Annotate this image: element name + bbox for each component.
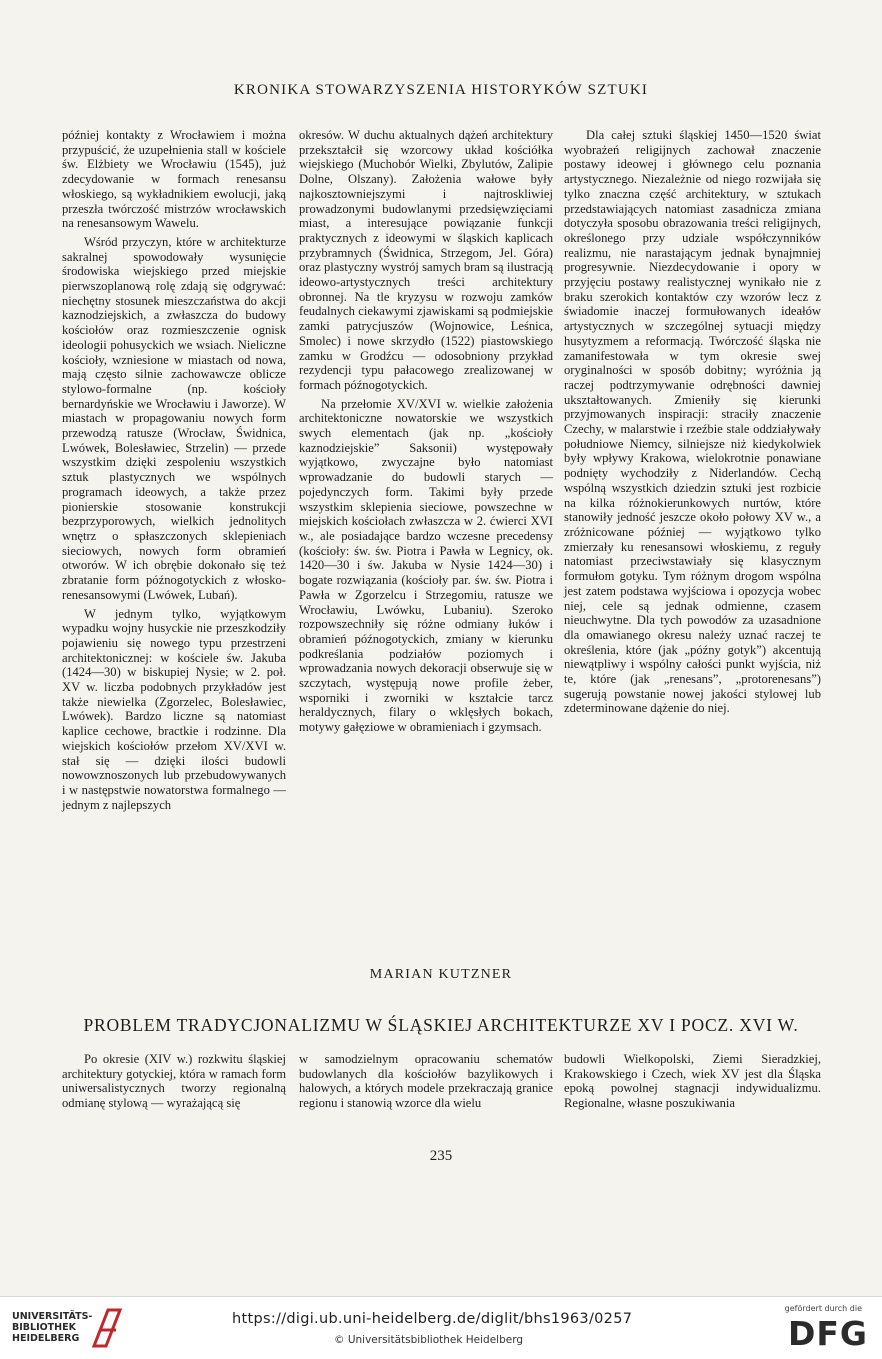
paragraph: później kontakty z Wrocławiem i można przypuścić, że uzupełnienia stall w kościele św. Elżbiety we Wrocławiu (1545), już zdecydowanie w formach renesansu włoskiego, są wykładnikiem ewolucji, jaką przeszła twórczość mistrzów wrocławskich na renesansowym Wawelu. [62, 128, 286, 231]
sponsor-label: gefördert durch die [784, 1304, 862, 1313]
library-logo-text: UNIVERSITÄTS- BIBLIOTHEK HEIDELBERG [12, 1311, 93, 1344]
paragraph: Po okresie (XIV w.) rozkwitu śląskiej architektury gotyckiej, która w ramach form uniwersalistycznych tworzy regionalną odmianę stylową — wyrażającą się [62, 1052, 286, 1111]
paragraph: Dla całej sztuki śląskiej 1450—1520 świat wyobrażeń religijnych zachował znaczenie postawy ideowej i głównego celu poznania artystycznego. Niezależnie od niego rozwijała się tylko znaczna część architektury, w sztukach przedstawiających natomiast zasadnicza zmiana dotyczyła sposobu obrazowania treści religijnych, określonego przy udziale współczynników realizmu, nie narastającym jednak bynajmniej progresywnie. Niezdecydowanie i opory w przyjęciu postawy realistycznej wynikało nie z braku szerokich kontaktów czy wzorów lecz z świadomie inaczej formułowanych ideałów artystycznych w szczególnej sytuacji między husytyzmem a reformacją. Twórczość śląska nie zamanifestowała w tym okresie swej oryginalności w sposób dobitny; wyróżnia ją raczej podtrzymywanie odrębności dawniej ukształtowanych. Zmieniły się kierunki przyjmowanych inspiracji: straciły znaczenie Czechy, w malarstwie i rzeźbie stale oddziaływały południowe Niemcy, silniejsze niż kiedykolwiek były wpływy Krakowa, wielokrotnie ponawiane podnięty wychodziły z Niderlandów. Cechą wspólną wszystkich dziedzin sztuki jest rozbicie na kilka różnokierunkowych nurtów, które stanowiły jedność jeszcze około połowy XV w., a zróżnicowane później — wyjątkowo tylko zmierzały ku renesansowi włoskiemu, z reguły natomiast przeciwstawiały się klasycznym formułom gotyku. Tym różnym drogom wspólna jest zatem podstawa wyjściowa i opozycja wobec niej, cele są jednak odmienne, czasem nieuchwytne. Dla tych powodów za uzasadnione dla omawianego okresu należy uznać raczej te określenia, które (jak „późny gotyk”) akcentują niewątpliwy i wspólny całości punkt wyjścia, niż te, które (jak „renesans”, „protorenesans”) sugerują powstanie nowej jakości stylowej lub zdeterminowane dążenie do niej. [564, 128, 821, 716]
page-number: 235 [429, 1148, 453, 1164]
article-title: PROBLEM TRADYCJONALIZMU W ŚLĄSKIEJ ARCHITEKTURZE XV I POCZ. XVI W. [83, 1015, 799, 1035]
paragraph: Wśród przyczyn, które w architekturze sakralnej spowodowały wysunięcie środowiska wiejskiego przed miejskie pierwszoplanową rolę zdają się odgrywać: niechętny stosunek mieszczaństwa do akcji kaznodziejskich, a zwłaszcza do budowy kościołów oraz rozmieszczenie ognisk ideologii pohusyckich we wsiach. Nieliczne kościoły, wzniesione w miastach od nowa, mają często silnie zachowawcze oblicze stylowo-formalne (np. kościoły bernardyńskie we Wrocławiu i Jaworze). W miastach w propagowaniu nowych form przewodzą ratusze (Wrocław, Świdnica, Lwówek, Bolesławiec, Strzelin) — przede wszystkim dzięki zespoleniu wszystkich sztuk plastycznych we wspólnych programach ideowych, a także przez pionierskie stosowanie konstrukcji bezprzyporowych, wielkich jednolitych wnętrz o spłaszczonych sklepieniach sieciowych, nowych form obramień otworów. W ich obrębie dokonało się też zbratanie form późnogotyckich z włosko-renesansowymi (Lwówek, Lubań). [62, 234, 286, 602]
paragraph: Na przełomie XV/XVI w. wielkie założenia architektoniczne nowatorskie we wszystkich swych elementach (jak np. „kościoły kaznodziejskie” Saksonii) występowały wyjątkowo, zwyczajne było natomiast wprowadzanie do budowli starych — pojedynczych form. Takimi były przede wszystkim sklepienia sieciowe, powszechne w miejskich kościołach zwłaszcza w 2. ćwierci XVI w., ale posiadające bardzo wczesne precedensy (kościoły: św. św. Piotra i Pawła w Legnicy, ok. 1420—30 i św. Jakuba w Nysie 1424—30) i bogate rozwiązania (kościoły par. św. św. Piotra i Pawła w Zgorzelcu i Strzegomiu, ratusze we Wrocławiu, Lwówku, Lubaniu). Szeroko rozpowszechniły się różne odmiany łuków i obramień późnogotyckich, zmiany w kierunku podkreślania podziałów poziomych i wprowadzania nowych dekoracji obserwuje się w szczytach, występują nowe profile żeber, wsporniki i zworniki w kształcie tarcz heraldycznych, filary o wklęsłych bokach, motywy gałęziowe w obramieniach i gzymsach. [299, 396, 553, 735]
paragraph: w samodzielnym opracowaniu schematów budowlanych dla kościołów bazylikowych i halowych, a których modele przekraczają granice regionu i stanowią wzorce dla wielu [299, 1052, 553, 1111]
paragraph: W jednym tylko, wyjątkowym wypadku wojny husyckie nie przeszkodziły pojawieniu się nowego typu przestrzeni architektonicznej: w kościele św. Jakuba (1424—30) w biskupiej Nysie; w 2. poł. XV w. liczba podobnych przykładów jest także niewielka (Zgorzelec, Bolesławiec, Lwówek). Bardzo liczne są natomiast kaplice cechowe, bractkie i rodzinne. Dla wiejskich kościołów przełom XV/XVI w. stał się — dzięki ilości budowli nowowznoszonych lub przebudowywanych i w następstwie nowatorstwa formalnego — jednym z najlepszych [62, 606, 286, 812]
article-column-1 [62, 1052, 286, 1111]
permalink-url[interactable]: https://digi.ub.uni-heidelberg.de/diglit/bhs1963/0257 [232, 1311, 633, 1327]
dfg-logo[interactable]: DFG [787, 1314, 868, 1353]
running-header: KRONIKA STOWARZYSZENIA HISTORYKÓW SZTUKI [233, 82, 649, 98]
text-column-1 [62, 128, 286, 812]
article-author: MARIAN KUTZNER [369, 967, 513, 982]
paragraph: okresów. W duchu aktualnych dążeń architektury przekształcił się wzorcowy układ kościółka wiejskiego (Muchobór Wielki, Zbylutów, Zalipie Dolne, Olszany). Założenia wałowe były najkosztowniejszymi i najtroskliwiej prowadzonymi budowlanymi przedsięwzięciami miast, a interesujące powiązanie funkcji praktycznych z ideowymi w śląskich kaplicach przybramnych (Świdnica, Strzegom, Jel. Góra) oraz plastyczny wystrój samych bram są ilustracją ideowo-artystycznych treści architektury obronnej. Na tle kryzysu w rozwoju zamków feudalnych ciekawymi zjawiskami są podmiejskie zamki patrycjuszów (Wojnowice, Leśnica, Smolec) i nowe skrzydło (1522) piastowskiego zamku w Grodźcu — odosobniony przykład rezydencji typu pałacowego zrealizowanej w formach późnogotyckich. [299, 128, 553, 392]
library-logo[interactable] [12, 1311, 93, 1344]
text-column-2 [299, 128, 553, 735]
article-column-3 [564, 1052, 821, 1111]
text-column-3 [564, 128, 821, 716]
paragraph: budowli Wielkopolski, Ziemi Sieradzkiej, Krakowskiego i Czech, wiek XV jest dla Śląska epoką powolnej stagnacji indywidualizmu. Regionalne, własne poszukiwania [564, 1052, 821, 1111]
viewer-footer [0, 1296, 882, 1359]
article-column-2 [299, 1052, 553, 1111]
copyright-notice: © Universitätsbibliothek Heidelberg [334, 1334, 524, 1346]
library-crest-icon [86, 1306, 126, 1350]
